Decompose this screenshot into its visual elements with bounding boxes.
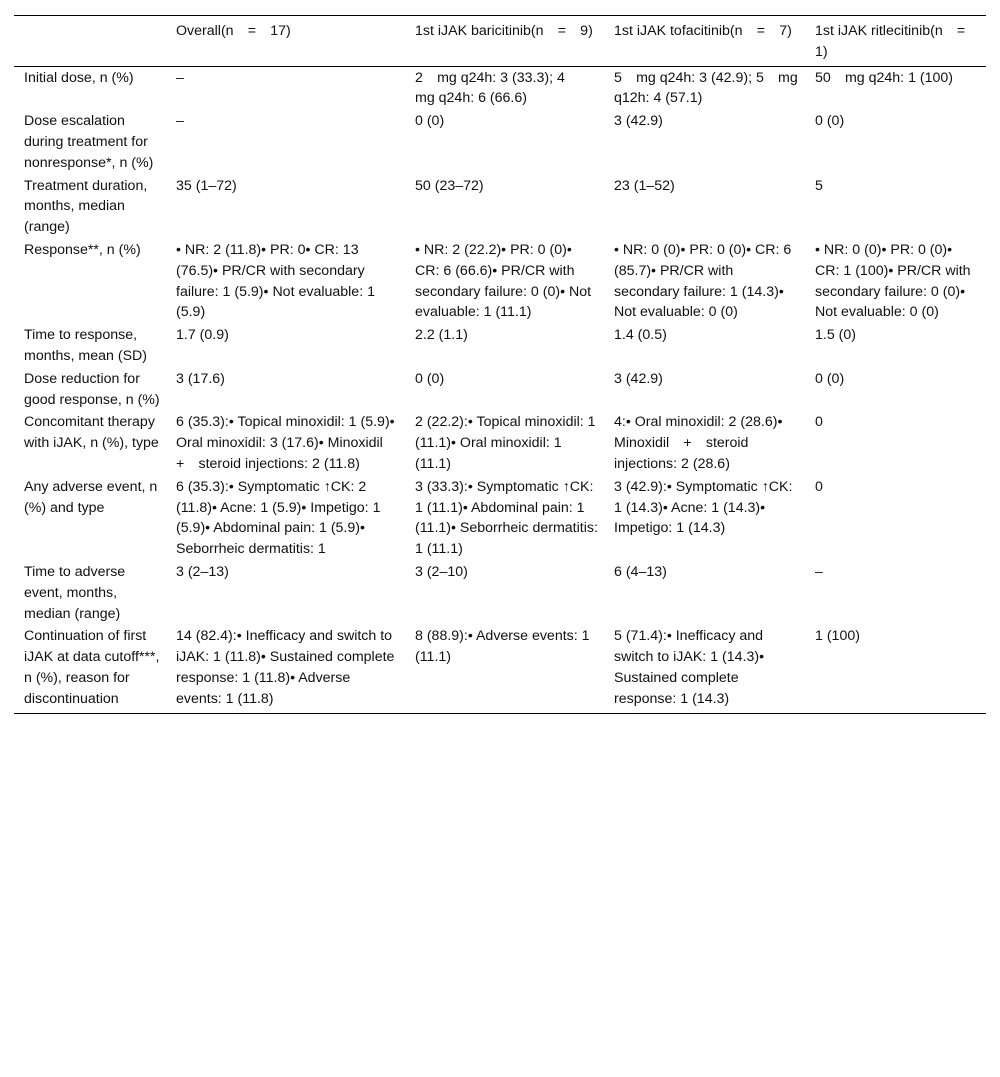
table-row — [14, 66, 986, 110]
row-label-initial-dose: Initial dose, n (%) — [24, 69, 134, 86]
cell-baricitinib: 3 (2–10) — [415, 563, 468, 580]
cell-baricitinib: 2 mg q24h: 3 (33.3); 4 mg q24h: 6 (66.6) — [415, 69, 580, 107]
ijak-results-table — [14, 15, 986, 714]
cell-ritlecitinib: 0 — [815, 414, 823, 431]
table-row — [14, 476, 986, 561]
cell-tofacitinib: 4:• Oral minoxidil: 2 (28.6)• Minoxidil + steroid injections: 2 (28.6) — [614, 414, 783, 472]
cell-ritlecitinib: 1 (100) — [815, 628, 860, 645]
table-row — [14, 239, 986, 324]
cell-ritlecitinib: 0 (0) — [815, 113, 845, 130]
row-label-dose-reduction: Dose reduction for good response, n (%) — [24, 370, 160, 408]
cell-overall: 6 (35.3):• Topical minoxidil: 1 (5.9)• Oral minoxidil: 3 (17.6)• Minoxidil + steroid injections: 2 (11.8) — [176, 414, 398, 472]
table-header — [14, 16, 986, 67]
row-label-adverse-event: Any adverse event, n (%) and type — [24, 478, 158, 516]
cell-baricitinib: 0 (0) — [415, 113, 445, 130]
table-row — [14, 561, 986, 625]
cell-baricitinib: 3 (33.3):• Symptomatic ↑CK: 1 (11.1)• Abdominal pain: 1 (11.1)• Seborrheic dermatitis: 1 (11.1) — [415, 478, 598, 558]
header-ritlecitinib: 1st iJAK ritlecitinib(n = 1) — [815, 23, 980, 60]
table-row — [14, 324, 986, 368]
header-row — [14, 16, 986, 67]
cell-ritlecitinib: 0 — [815, 478, 823, 495]
row-label-treatment-duration: Treatment duration, months, median (range) — [24, 177, 148, 236]
cell-baricitinib: 0 (0) — [415, 370, 445, 387]
cell-ritlecitinib: – — [815, 563, 823, 580]
cell-tofacitinib: 5 (71.4):• Inefficacy and switch to iJAK: 1 (14.3)• Sustained complete response: 1 (14.3) — [614, 628, 765, 707]
cell-overall: – — [176, 69, 184, 86]
header-empty — [14, 16, 166, 67]
cell-overall: 3 (17.6) — [176, 370, 225, 387]
cell-tofacitinib: 3 (42.9) — [614, 370, 663, 387]
table-row — [14, 411, 986, 475]
row-label-response: Response**, n (%) — [24, 241, 141, 258]
cell-baricitinib: 8 (88.9):• Adverse events: 1 (11.1) — [415, 628, 590, 666]
cell-baricitinib: 2 (22.2):• Topical minoxidil: 1 (11.1)• Oral minoxidil: 1 (11.1) — [415, 414, 596, 472]
header-tofacitinib: 1st iJAK tofacitinib(n = 7) — [614, 23, 792, 39]
table-row — [14, 110, 986, 174]
table-row — [14, 175, 986, 239]
cell-ritlecitinib: • NR: 0 (0)• PR: 0 (0)• CR: 1 (100)• PR/CR with secondary failure: 0 (0)• Not evaluable: 0 (0) — [815, 241, 971, 321]
row-label-concomitant-therapy: Concomitant therapy with iJAK, n (%), type — [24, 414, 159, 452]
table-row — [14, 625, 986, 713]
cell-overall: – — [176, 113, 184, 130]
header-baricitinib: 1st iJAK baricitinib(n = 9) — [415, 23, 593, 39]
cell-tofacitinib: 5 mg q24h: 3 (42.9); 5 mg q12h: 4 (57.1) — [614, 69, 798, 107]
cell-overall: • NR: 2 (11.8)• PR: 0• CR: 13 (76.5)• PR/CR with secondary failure: 1 (5.9)• Not evaluable: 1 (5.9) — [176, 241, 375, 321]
row-label-time-to-adverse-event: Time to adverse event, months, median (range) — [24, 563, 126, 622]
cell-tofacitinib: • NR: 0 (0)• PR: 0 (0)• CR: 6 (85.7)• PR/CR with secondary failure: 1 (14.3)• Not evaluable: 0 (0) — [614, 241, 792, 321]
row-label-time-to-response: Time to response, months, mean (SD) — [24, 327, 147, 364]
cell-overall: 1.7 (0.9) — [176, 327, 229, 344]
cell-overall: 3 (2–13) — [176, 563, 229, 580]
cell-tofacitinib: 3 (42.9):• Symptomatic ↑CK: 1 (14.3)• Acne: 1 (14.3)• Impetigo: 1 (14.3) — [614, 478, 793, 537]
cell-ritlecitinib: 1.5 (0) — [815, 327, 857, 344]
cell-baricitinib: 2.2 (1.1) — [415, 327, 468, 344]
results-table-container — [14, 15, 986, 714]
table-row — [14, 368, 986, 412]
row-label-continuation: Continuation of first iJAK at data cutoff***, n (%), reason for discontinuation — [24, 628, 160, 707]
cell-overall: 35 (1–72) — [176, 177, 237, 194]
cell-overall: 6 (35.3):• Symptomatic ↑CK: 2 (11.8)• Acne: 1 (5.9)• Impetigo: 1 (5.9)• Abdominal pain: 1 (5.9)• Seborrheic dermatitis: 1 — [176, 478, 381, 558]
cell-ritlecitinib: 0 (0) — [815, 370, 845, 387]
header-overall: Overall(n = 17) — [176, 23, 291, 39]
cell-baricitinib: • NR: 2 (22.2)• PR: 0 (0)• CR: 6 (66.6)• PR/CR with secondary failure: 0 (0)• Not evaluable: 1 (11.1) — [415, 241, 592, 321]
cell-ritlecitinib: 5 — [815, 177, 823, 194]
cell-tofacitinib: 6 (4–13) — [614, 563, 667, 580]
cell-ritlecitinib: 50 mg q24h: 1 (100) — [815, 69, 954, 86]
row-label-dose-escalation: Dose escalation during treatment for nonresponse*, n (%) — [24, 113, 154, 171]
cell-tofacitinib: 23 (1–52) — [614, 177, 675, 194]
table-body — [14, 66, 986, 713]
cell-tofacitinib: 1.4 (0.5) — [614, 327, 667, 344]
cell-overall: 14 (82.4):• Inefficacy and switch to iJAK: 1 (11.8)• Sustained complete response: 1 (11.8)• Adverse events: 1 (11.8) — [176, 628, 395, 707]
cell-tofacitinib: 3 (42.9) — [614, 113, 663, 130]
cell-baricitinib: 50 (23–72) — [415, 177, 484, 194]
